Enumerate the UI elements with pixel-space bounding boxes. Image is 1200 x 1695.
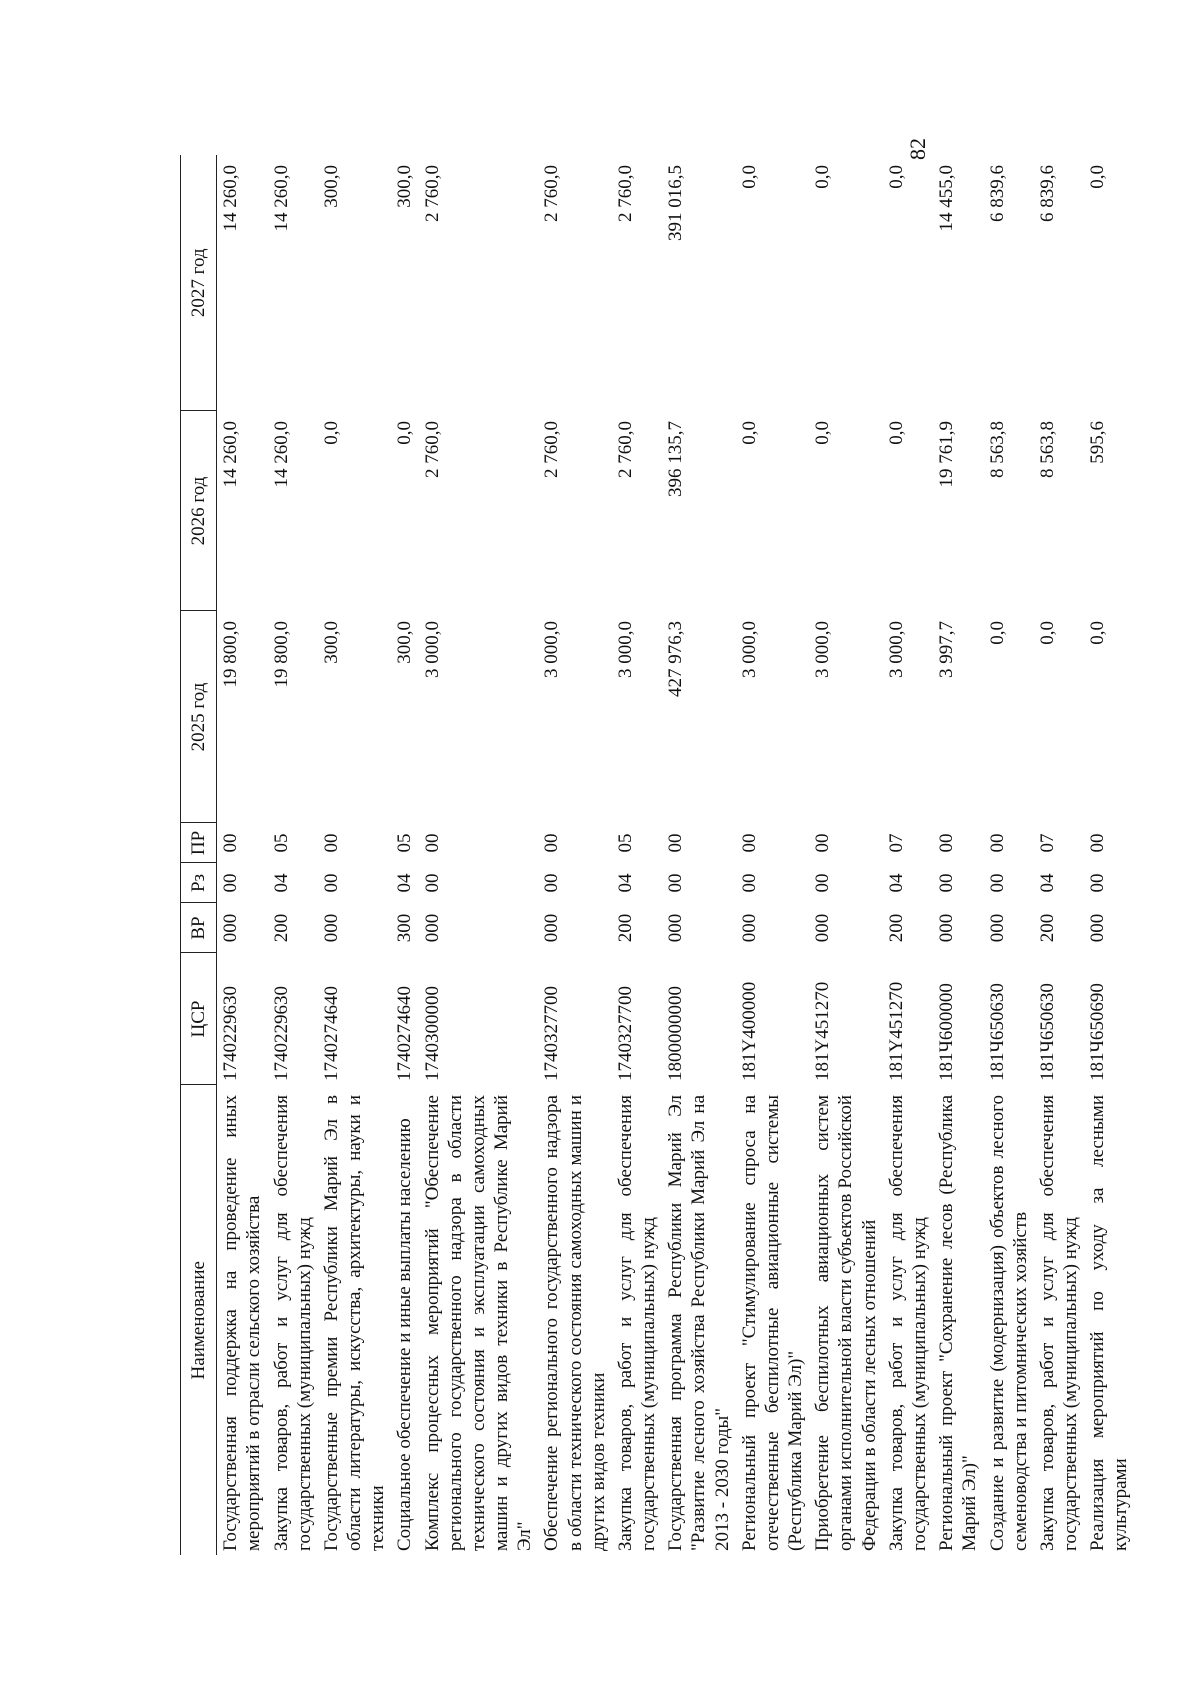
cell-y2025 — [736, 611, 810, 823]
header-2025: 2025 год — [181, 611, 217, 823]
table-row — [662, 155, 736, 1555]
cell-name: Реализация мероприятий по уходу за лесными культурами — [1087, 1095, 1132, 1551]
cell-csr-line: 1740327700 — [614, 986, 636, 1081]
cell-csr — [883, 953, 933, 1085]
cell-csr-line: 181Y400000 — [738, 981, 760, 1081]
cell-y2025-line: 3 000,0 — [614, 621, 636, 678]
cell-name: Закупка товаров, работ и услуг для обеспечения государственных (муниципальных) нужд — [885, 1095, 930, 1551]
cell-vr — [419, 903, 539, 953]
budget-table — [180, 155, 1135, 1555]
cell-name: Создание и развитие (модернизация) объектов лесного семеноводства и питомнических хозяйств — [986, 1095, 1031, 1551]
cell-csr — [1034, 953, 1084, 1085]
cell-y2027 — [391, 155, 418, 411]
cell-y2027 — [318, 155, 392, 411]
cell-pr — [419, 823, 539, 863]
cell-pr — [883, 823, 933, 863]
table-header-row — [181, 155, 217, 1555]
cell-pr — [538, 823, 612, 863]
cell-name: Социальное обеспечение и иные выплаты населению — [394, 1118, 416, 1551]
cell-y2025-line: 3 000,0 — [421, 621, 443, 678]
cell-y2027 — [662, 155, 736, 411]
cell-y2026 — [419, 411, 539, 611]
cell-vr-line: 000 — [812, 913, 834, 943]
cell-rz-line: 00 — [738, 873, 760, 893]
cell-y2025 — [391, 611, 418, 823]
cell-csr — [268, 953, 318, 1085]
cell-y2026 — [662, 411, 736, 611]
header-2026: 2026 год — [181, 411, 217, 611]
cell-y2026 — [318, 411, 392, 611]
cell-csr-line: 1800000000 — [665, 986, 687, 1081]
cell-y2027 — [809, 155, 883, 411]
cell-rz — [318, 863, 392, 903]
header-2027: 2027 год — [181, 155, 217, 411]
cell-pr — [217, 823, 268, 863]
cell-y2027 — [419, 155, 539, 411]
cell-y2027-line: 0,0 — [885, 165, 907, 189]
cell-csr — [933, 953, 983, 1085]
cell-vr-line: 200 — [1036, 913, 1058, 943]
cell-name: Приобретение беспилотных авиационных систем органами исполнительной власти субъектов Российской Федерации в области лесных отношений — [812, 1095, 880, 1551]
cell-y2027-line: 0,0 — [812, 165, 834, 189]
cell-csr — [736, 953, 810, 1085]
cell-y2027 — [984, 155, 1034, 411]
cell-vr-line: 000 — [1087, 913, 1109, 943]
cell-y2025 — [984, 611, 1034, 823]
cell-rz-line: 04 — [885, 873, 907, 893]
cell-vr — [662, 903, 736, 953]
cell-y2027-line: 300,0 — [320, 165, 342, 208]
cell-rz — [538, 863, 612, 903]
header-csr: ЦСР — [181, 953, 217, 1085]
cell-y2027-line: 2 760,0 — [614, 165, 636, 222]
cell-pr-line: 00 — [936, 833, 958, 853]
cell-pr — [1034, 823, 1084, 863]
cell-y2026-line: 19 761,9 — [936, 421, 958, 488]
cell-y2025 — [1034, 611, 1084, 823]
cell-y2025-line: 3 000,0 — [541, 621, 563, 678]
cell-pr-line: 00 — [1087, 833, 1109, 853]
cell-rz-line: 00 — [541, 873, 563, 893]
cell-rz — [883, 863, 933, 903]
cell-y2026 — [933, 411, 983, 611]
cell-csr-line: 1740327700 — [541, 986, 563, 1081]
cell-y2027 — [217, 155, 268, 411]
cell-y2025 — [318, 611, 392, 823]
table-row — [268, 155, 318, 1555]
cell-vr — [933, 903, 983, 953]
cell-name: Закупка товаров, работ и услуг для обеспечения государственных (муниципальных) нужд — [270, 1095, 315, 1551]
cell-y2026-line: 595,6 — [1087, 421, 1109, 464]
cell-vr — [217, 903, 268, 953]
cell-vr-line: 000 — [421, 913, 443, 943]
header-rz: Рз — [181, 863, 217, 903]
table-row — [736, 155, 810, 1555]
cell-pr — [268, 823, 318, 863]
cell-pr — [984, 823, 1034, 863]
cell-y2026 — [984, 411, 1034, 611]
cell-pr-line: 07 — [1036, 833, 1058, 853]
table-row — [809, 155, 883, 1555]
cell-y2027-line: 2 760,0 — [541, 165, 563, 222]
cell-csr — [217, 953, 268, 1085]
cell-rz-line: 00 — [421, 873, 443, 893]
cell-csr-line: 1740300000 — [421, 986, 443, 1081]
table-row — [318, 155, 392, 1555]
cell-y2027 — [268, 155, 318, 411]
cell-y2026-line: 8 563,8 — [1036, 421, 1058, 478]
cell-csr — [391, 953, 418, 1085]
cell-y2025 — [933, 611, 983, 823]
cell-vr — [883, 903, 933, 953]
cell-pr — [612, 823, 662, 863]
cell-vr-line: 000 — [738, 913, 760, 943]
cell-vr — [612, 903, 662, 953]
cell-y2025-line: 0,0 — [986, 621, 1008, 645]
cell-y2026 — [883, 411, 933, 611]
cell-y2026 — [736, 411, 810, 611]
cell-vr-line: 200 — [885, 913, 907, 943]
cell-y2027-line: 300,0 — [394, 165, 416, 208]
cell-csr-line: 181Y451270 — [812, 981, 834, 1081]
cell-y2025-line: 19 800,0 — [270, 621, 292, 688]
cell-rz-line: 00 — [812, 873, 834, 893]
cell-pr-line: 00 — [986, 833, 1008, 853]
cell-rz — [984, 863, 1034, 903]
page-number: 82 — [905, 138, 930, 160]
table-row — [612, 155, 662, 1555]
cell-rz — [736, 863, 810, 903]
table-row — [933, 155, 983, 1555]
cell-csr — [612, 953, 662, 1085]
cell-vr-line: 300 — [394, 913, 416, 943]
cell-vr-line: 200 — [270, 913, 292, 943]
cell-y2026-line: 2 760,0 — [421, 421, 443, 478]
cell-name: Государственная программа Республики Марий Эл "Развитие лесного хозяйства Республики Марий Эл на 2013 - 2030 годы" — [665, 1095, 733, 1551]
cell-vr — [391, 903, 418, 953]
cell-y2025-line: 3 997,7 — [936, 621, 958, 678]
cell-y2025 — [1084, 611, 1134, 823]
cell-rz — [391, 863, 418, 903]
cell-y2026-line: 14 260,0 — [270, 421, 292, 488]
cell-y2026-line: 14 260,0 — [220, 421, 242, 488]
cell-vr — [318, 903, 392, 953]
cell-csr-line: 1740229630 — [270, 986, 292, 1081]
cell-rz — [1084, 863, 1134, 903]
table-row — [538, 155, 612, 1555]
cell-y2026 — [612, 411, 662, 611]
cell-vr-line: 000 — [665, 913, 687, 943]
cell-csr-line: 1740229630 — [220, 986, 242, 1081]
cell-vr-line: 000 — [320, 913, 342, 943]
cell-y2026 — [538, 411, 612, 611]
header-name: Наименование — [181, 1085, 217, 1555]
cell-pr — [736, 823, 810, 863]
cell-y2026-line: 0,0 — [812, 421, 834, 445]
cell-pr — [809, 823, 883, 863]
cell-pr-line: 05 — [614, 833, 636, 853]
cell-pr-line: 05 — [270, 833, 292, 853]
cell-rz — [268, 863, 318, 903]
cell-name: Государственные премии Республики Марий Эл в области литературы, искусства, архитектуры, науки и техники — [320, 1095, 389, 1551]
cell-y2025-line: 3 000,0 — [885, 621, 907, 678]
cell-csr-line: 181Y451270 — [885, 981, 907, 1081]
cell-y2027-line: 391 016,5 — [665, 165, 687, 241]
cell-name: Региональный проект "Сохранение лесов (Республика Марий Эл)" — [936, 1095, 981, 1551]
cell-y2025 — [538, 611, 612, 823]
cell-y2026 — [391, 411, 418, 611]
cell-y2026-line: 396 135,7 — [665, 421, 687, 497]
cell-y2025-line: 3 000,0 — [812, 621, 834, 678]
cell-y2025-line: 0,0 — [1087, 621, 1109, 645]
cell-y2027-line: 14 260,0 — [270, 165, 292, 232]
cell-y2027 — [1034, 155, 1084, 411]
cell-y2027 — [883, 155, 933, 411]
cell-y2025-line: 19 800,0 — [220, 621, 242, 688]
cell-y2027-line: 14 260,0 — [220, 165, 242, 232]
cell-y2027-line: 0,0 — [1087, 165, 1109, 189]
cell-csr — [662, 953, 736, 1085]
cell-csr-line: 181Ч650690 — [1087, 983, 1109, 1081]
cell-name: Комплекс процессных мероприятий "Обеспечение регионального государственного надзора в области технического состояния и эксплуатации самоходных машин и других видов техники в Республике Марий Эл" — [421, 1095, 536, 1551]
cell-rz — [419, 863, 539, 903]
cell-name: Закупка товаров, работ и услуг для обеспечения государственных (муниципальных) нужд — [614, 1095, 660, 1551]
cell-y2025 — [662, 611, 736, 823]
cell-csr-line: 181Ч650630 — [1036, 983, 1058, 1081]
cell-y2026-line: 0,0 — [320, 421, 342, 445]
cell-pr-line: 00 — [665, 833, 687, 853]
cell-rz — [217, 863, 268, 903]
cell-name: Региональный проект "Стимулирование спроса на отечественные беспилотные авиационные системы (Республика Марий Эл)" — [738, 1095, 807, 1551]
cell-pr — [1084, 823, 1134, 863]
header-pr: ПР — [181, 823, 217, 863]
cell-y2026-line: 2 760,0 — [541, 421, 563, 478]
cell-pr — [662, 823, 736, 863]
cell-rz-line: 00 — [1087, 873, 1109, 893]
cell-y2027 — [736, 155, 810, 411]
cell-vr — [736, 903, 810, 953]
cell-pr — [933, 823, 983, 863]
cell-rz — [809, 863, 883, 903]
cell-y2027 — [612, 155, 662, 411]
cell-vr — [809, 903, 883, 953]
cell-csr-line: 1740274640 — [394, 986, 416, 1081]
cell-y2027 — [538, 155, 612, 411]
cell-name: Обеспечение регионального государственного надзора в области технического состояния самоходных машин и других видов техники — [541, 1095, 609, 1551]
cell-rz-line: 00 — [986, 873, 1008, 893]
cell-y2026 — [809, 411, 883, 611]
cell-pr-line: 00 — [738, 833, 760, 853]
cell-vr — [268, 903, 318, 953]
cell-vr — [1034, 903, 1084, 953]
cell-name: Государственная поддержка на проведение иных мероприятий в отрасли сельского хозяйства — [220, 1095, 265, 1551]
cell-csr — [809, 953, 883, 1085]
cell-y2026-line: 0,0 — [885, 421, 907, 445]
cell-csr — [538, 953, 612, 1085]
table-body — [217, 155, 1135, 1555]
cell-name: Закупка товаров, работ и услуг для обеспечения государственных (муниципальных) нужд — [1036, 1095, 1082, 1551]
cell-y2027-line: 6 839,6 — [986, 165, 1008, 222]
cell-pr-line: 00 — [421, 833, 443, 853]
cell-rz-line: 04 — [614, 873, 636, 893]
cell-vr — [538, 903, 612, 953]
cell-vr — [984, 903, 1034, 953]
cell-y2025 — [883, 611, 933, 823]
cell-y2027 — [1084, 155, 1134, 411]
table-row — [984, 155, 1034, 1555]
cell-y2025-line: 3 000,0 — [738, 621, 760, 678]
cell-rz — [662, 863, 736, 903]
cell-pr-line: 00 — [320, 833, 342, 853]
cell-pr — [391, 823, 418, 863]
cell-y2025 — [268, 611, 318, 823]
cell-vr — [1084, 903, 1134, 953]
cell-csr — [1084, 953, 1134, 1085]
cell-y2025-line: 300,0 — [394, 621, 416, 664]
cell-y2027-line: 6 839,6 — [1036, 165, 1058, 222]
cell-csr-line: 181Ч600000 — [936, 983, 958, 1081]
table-row — [883, 155, 933, 1555]
cell-vr-line: 000 — [936, 913, 958, 943]
cell-rz-line: 00 — [665, 873, 687, 893]
rotated-table-container — [180, 155, 1132, 1555]
table-row — [419, 155, 539, 1555]
cell-rz — [1034, 863, 1084, 903]
cell-y2026 — [1084, 411, 1134, 611]
cell-csr — [419, 953, 539, 1085]
cell-csr — [984, 953, 1034, 1085]
cell-vr-line: 000 — [541, 913, 563, 943]
cell-csr-line: 1740274640 — [320, 986, 342, 1081]
table-row — [217, 155, 268, 1555]
cell-pr-line: 05 — [394, 833, 416, 853]
cell-y2027-line: 0,0 — [738, 165, 760, 189]
cell-rz — [933, 863, 983, 903]
cell-y2025-line: 0,0 — [1036, 621, 1058, 645]
cell-rz-line: 04 — [1036, 873, 1058, 893]
cell-y2025 — [809, 611, 883, 823]
cell-rz-line: 00 — [320, 873, 342, 893]
cell-y2025 — [612, 611, 662, 823]
cell-y2026-line: 8 563,8 — [986, 421, 1008, 478]
cell-y2026-line: 2 760,0 — [614, 421, 636, 478]
cell-pr-line: 07 — [885, 833, 907, 853]
header-vr: ВР — [181, 903, 217, 953]
cell-rz-line: 04 — [270, 873, 292, 893]
cell-y2025-line: 300,0 — [320, 621, 342, 664]
table-row — [1084, 155, 1134, 1555]
cell-y2025 — [217, 611, 268, 823]
cell-y2026 — [1034, 411, 1084, 611]
cell-vr-line: 200 — [614, 913, 636, 943]
cell-pr-line: 00 — [812, 833, 834, 853]
cell-y2025 — [419, 611, 539, 823]
table-row — [391, 155, 418, 1555]
cell-rz-line: 00 — [220, 873, 242, 893]
cell-vr-line: 000 — [220, 913, 242, 943]
cell-y2026-line: 0,0 — [394, 421, 416, 445]
cell-y2027-line: 14 455,0 — [936, 165, 958, 232]
cell-rz-line: 00 — [936, 873, 958, 893]
cell-rz — [612, 863, 662, 903]
cell-vr-line: 000 — [986, 913, 1008, 943]
cell-csr-line: 181Ч650630 — [986, 983, 1008, 1081]
cell-y2025-line: 427 976,3 — [665, 621, 687, 697]
cell-csr — [318, 953, 392, 1085]
table-row — [1034, 155, 1084, 1555]
cell-pr-line: 00 — [541, 833, 563, 853]
cell-y2026 — [268, 411, 318, 611]
cell-y2026 — [217, 411, 268, 611]
cell-pr — [318, 823, 392, 863]
cell-y2026-line: 0,0 — [738, 421, 760, 445]
cell-y2027 — [933, 155, 983, 411]
cell-pr-line: 00 — [220, 833, 242, 853]
cell-y2027-line: 2 760,0 — [421, 165, 443, 222]
cell-rz-line: 04 — [394, 873, 416, 893]
